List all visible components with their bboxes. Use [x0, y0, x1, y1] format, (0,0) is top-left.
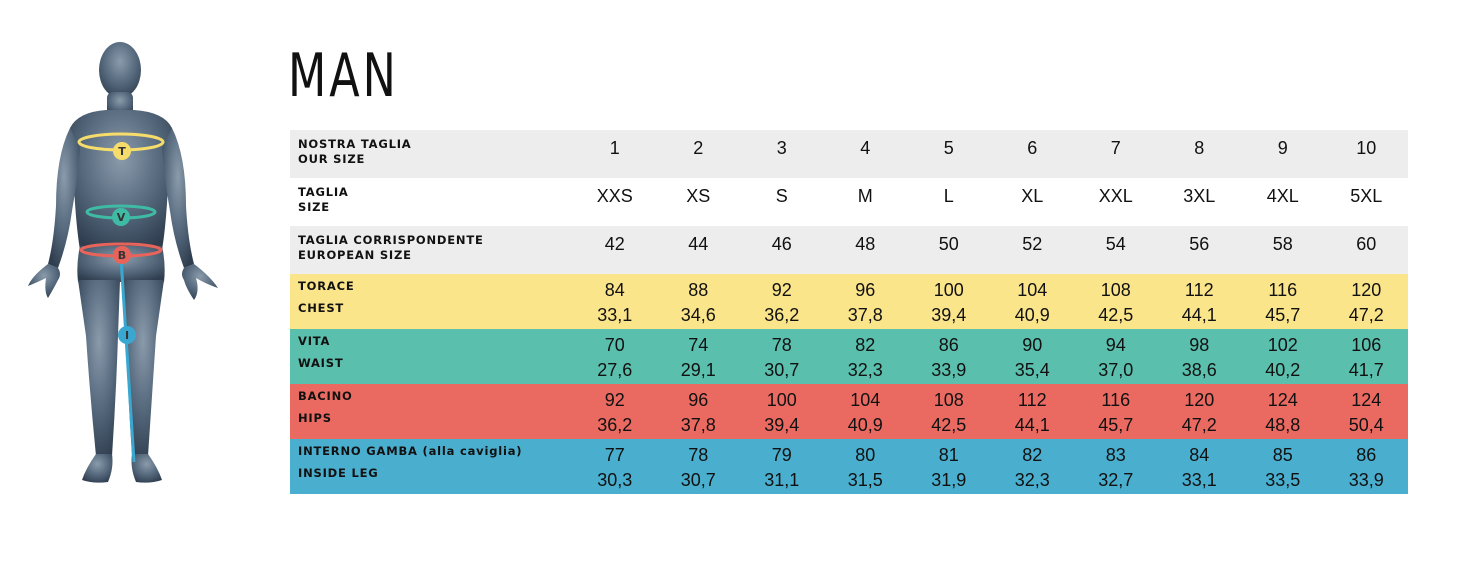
value: 8: [1194, 138, 1205, 158]
value-cm: 77: [604, 445, 625, 465]
value-inch: 42,5: [931, 415, 967, 435]
size-cell: [1325, 226, 1409, 274]
row-size: [290, 178, 1408, 226]
size-cell: [907, 439, 991, 494]
value-cm: 104: [1017, 280, 1048, 300]
row-waist: [290, 329, 1408, 384]
size-cell: [573, 384, 657, 439]
label-english: INSIDE LEG: [298, 466, 379, 480]
value: 46: [771, 234, 792, 254]
row-label: [290, 178, 573, 226]
size-cell: [573, 178, 657, 226]
waist-marker: [112, 208, 130, 226]
size-cell: [1074, 178, 1158, 226]
value: 9: [1277, 138, 1288, 158]
row-hips: [290, 384, 1408, 439]
value-cm: 78: [771, 335, 792, 355]
size-cell: [1325, 329, 1409, 384]
size-cell: [1325, 274, 1409, 329]
value-inch: 41,7: [1348, 360, 1384, 380]
row-label: [290, 439, 573, 494]
value-inch: 34,6: [680, 305, 716, 325]
size-cell: [824, 274, 908, 329]
size-cell: [573, 226, 657, 274]
size-cell: [907, 329, 991, 384]
value-inch: 37,8: [680, 415, 716, 435]
size-cell: [740, 130, 824, 178]
size-cell: [657, 439, 741, 494]
size-cell: [991, 329, 1075, 384]
size-cell: [1074, 439, 1158, 494]
row-label: [290, 130, 573, 178]
label-english: SIZE: [298, 200, 330, 214]
value: 52: [1022, 234, 1043, 254]
value-inch: 30,7: [680, 470, 716, 490]
value-inch: 39,4: [931, 305, 967, 325]
value-inch: 36,2: [597, 415, 633, 435]
svg-text:T: T: [118, 145, 126, 158]
value-cm: 100: [766, 390, 797, 410]
label-english: WAIST: [298, 356, 344, 370]
value-cm: 96: [855, 280, 876, 300]
size-cell: [573, 439, 657, 494]
value-cm: 108: [933, 390, 964, 410]
value-cm: 78: [688, 445, 709, 465]
size-cell: [1241, 274, 1325, 329]
value: 56: [1189, 234, 1210, 254]
size-cell: [1074, 274, 1158, 329]
label-italian: VITA: [298, 334, 331, 348]
value-inch: 33,9: [931, 360, 967, 380]
value-cm: 120: [1184, 390, 1215, 410]
label-italian: INTERNO GAMBA (alla caviglia): [298, 444, 523, 458]
value-cm: 120: [1351, 280, 1382, 300]
row-our-size: [290, 130, 1408, 178]
body-measurement-figure: [18, 36, 228, 496]
value: 3: [776, 138, 787, 158]
chest-marker: [113, 142, 131, 160]
value-cm: 106: [1351, 335, 1382, 355]
value-inch: 35,4: [1014, 360, 1050, 380]
size-cell: [824, 439, 908, 494]
size-cell: [991, 130, 1075, 178]
value-cm: 74: [688, 335, 709, 355]
value-inch: 30,3: [597, 470, 633, 490]
value-inch: 45,7: [1098, 415, 1134, 435]
size-cell: [907, 130, 991, 178]
value-inch: 36,2: [764, 305, 800, 325]
size-cell: [1325, 439, 1409, 494]
value-inch: 50,4: [1348, 415, 1384, 435]
size-cell: [740, 329, 824, 384]
size-cell: [991, 226, 1075, 274]
size-cell: [740, 178, 824, 226]
value-inch: 30,7: [764, 360, 800, 380]
label-italian: TAGLIA: [298, 185, 349, 199]
value-inch: 33,5: [1265, 470, 1301, 490]
row-chest: [290, 274, 1408, 329]
label-italian: TAGLIA CORRISPONDENTE: [298, 233, 484, 247]
svg-text:I: I: [124, 329, 130, 342]
size-cell: [740, 439, 824, 494]
label-english: OUR SIZE: [298, 152, 366, 166]
value-cm: 94: [1105, 335, 1126, 355]
value: 4: [860, 138, 871, 158]
value: XS: [686, 186, 711, 206]
value-inch: 31,5: [847, 470, 883, 490]
value-cm: 84: [1189, 445, 1210, 465]
value-inch: 48,8: [1265, 415, 1301, 435]
value: XXL: [1098, 186, 1133, 206]
value: 60: [1356, 234, 1377, 254]
value-cm: 98: [1189, 335, 1210, 355]
size-cell: [1158, 226, 1242, 274]
value-inch: 38,6: [1181, 360, 1217, 380]
value: 5XL: [1350, 186, 1383, 206]
value-cm: 112: [1017, 390, 1047, 410]
value-cm: 86: [1356, 445, 1377, 465]
value-cm: 102: [1267, 335, 1298, 355]
size-cell: [1158, 130, 1242, 178]
size-cell: [1241, 384, 1325, 439]
size-cell: [1325, 178, 1409, 226]
row-label: [290, 274, 573, 329]
value: XXS: [596, 186, 633, 206]
value-cm: 116: [1268, 280, 1298, 300]
size-cell: [573, 274, 657, 329]
value: 1: [609, 138, 620, 158]
value: 5: [943, 138, 954, 158]
value: L: [943, 186, 954, 206]
value-cm: 124: [1351, 390, 1382, 410]
value: 44: [688, 234, 709, 254]
size-cell: [740, 274, 824, 329]
row-inside-leg: [290, 439, 1408, 494]
size-cell: [824, 329, 908, 384]
size-cell: [657, 226, 741, 274]
value-inch: 31,1: [764, 470, 800, 490]
value-inch: 39,4: [764, 415, 800, 435]
size-cell: [907, 178, 991, 226]
svg-text:V: V: [116, 211, 126, 224]
size-cell: [1158, 384, 1242, 439]
size-cell: [657, 384, 741, 439]
size-cell: [657, 178, 741, 226]
value-cm: 82: [1022, 445, 1043, 465]
value-cm: 88: [688, 280, 709, 300]
value-inch: 31,9: [931, 470, 967, 490]
size-cell: [573, 329, 657, 384]
value-inch: 32,3: [847, 360, 883, 380]
value-cm: 84: [604, 280, 625, 300]
size-cell: [1325, 384, 1409, 439]
size-cell: [1241, 329, 1325, 384]
size-cell: [1074, 329, 1158, 384]
value-inch: 29,1: [680, 360, 716, 380]
size-cell: [991, 439, 1075, 494]
value: 6: [1027, 138, 1038, 158]
label-english: EUROPEAN SIZE: [298, 248, 412, 262]
size-cell: [1325, 130, 1409, 178]
value: 10: [1356, 138, 1377, 158]
label-english: HIPS: [298, 411, 332, 425]
row-label: [290, 226, 573, 274]
value-cm: 100: [933, 280, 964, 300]
size-cell: [1158, 274, 1242, 329]
page-title: MAN: [288, 41, 399, 111]
label-english: CHEST: [298, 301, 345, 315]
size-chart-table: [290, 130, 1408, 494]
value-inch: 27,6: [597, 360, 633, 380]
value-cm: 70: [604, 335, 625, 355]
value-inch: 33,9: [1348, 470, 1384, 490]
value-inch: 33,1: [1181, 470, 1217, 490]
row-label: [290, 384, 573, 439]
size-cell: [1241, 439, 1325, 494]
size-cell: [1241, 130, 1325, 178]
size-chart-body: [290, 130, 1408, 494]
size-cell: [907, 226, 991, 274]
size-cell: [740, 384, 824, 439]
size-cell: [991, 384, 1075, 439]
size-cell: [1074, 226, 1158, 274]
value-cm: 116: [1101, 390, 1131, 410]
size-cell: [1074, 384, 1158, 439]
size-cell: [657, 130, 741, 178]
value-inch: 40,2: [1265, 360, 1301, 380]
value-cm: 96: [688, 390, 709, 410]
size-cell: [740, 226, 824, 274]
value-inch: 40,9: [847, 415, 883, 435]
value: 48: [855, 234, 876, 254]
size-cell: [824, 384, 908, 439]
size-cell: [907, 274, 991, 329]
size-cell: [657, 329, 741, 384]
size-cell: [991, 178, 1075, 226]
value-cm: 92: [771, 280, 792, 300]
size-cell: [1158, 329, 1242, 384]
size-cell: [1241, 178, 1325, 226]
size-cell: [1074, 130, 1158, 178]
value-inch: 45,7: [1265, 305, 1301, 325]
value: 3XL: [1183, 186, 1216, 206]
size-cell: [991, 274, 1075, 329]
value-cm: 81: [938, 445, 959, 465]
value-inch: 40,9: [1014, 305, 1050, 325]
value-inch: 32,3: [1014, 470, 1050, 490]
value: S: [775, 186, 788, 206]
value: 58: [1272, 234, 1293, 254]
value-cm: 79: [771, 445, 792, 465]
hips-marker: [113, 246, 131, 264]
value-cm: 85: [1272, 445, 1293, 465]
value-inch: 42,5: [1098, 305, 1134, 325]
value-inch: 47,2: [1181, 415, 1217, 435]
value: 4XL: [1266, 186, 1299, 206]
value-cm: 86: [938, 335, 959, 355]
value-inch: 47,2: [1348, 305, 1384, 325]
value: 42: [604, 234, 625, 254]
value-inch: 44,1: [1014, 415, 1050, 435]
size-cell: [824, 130, 908, 178]
value-cm: 124: [1267, 390, 1298, 410]
label-italian: NOSTRA TAGLIA: [298, 137, 412, 151]
size-cell: [824, 226, 908, 274]
size-cell: [1158, 178, 1242, 226]
value: 7: [1110, 138, 1121, 158]
value-inch: 37,0: [1098, 360, 1134, 380]
value-inch: 33,1: [597, 305, 633, 325]
inside-leg-marker: [118, 326, 136, 344]
value: 50: [938, 234, 959, 254]
value-inch: 37,8: [847, 305, 883, 325]
size-cell: [907, 384, 991, 439]
svg-text:B: B: [117, 249, 127, 262]
value-cm: 80: [855, 445, 876, 465]
value: 54: [1105, 234, 1126, 254]
size-cell: [824, 178, 908, 226]
row-label: [290, 329, 573, 384]
size-cell: [1241, 226, 1325, 274]
value-cm: 90: [1022, 335, 1043, 355]
value-cm: 83: [1105, 445, 1126, 465]
label-italian: TORACE: [298, 279, 355, 293]
size-cell: [657, 274, 741, 329]
human-body-icon: [18, 36, 228, 496]
value-inch: 32,7: [1098, 470, 1134, 490]
value: XL: [1021, 186, 1044, 206]
size-cell: [573, 130, 657, 178]
size-cell: [1158, 439, 1242, 494]
value-cm: 108: [1100, 280, 1131, 300]
value: M: [857, 186, 873, 206]
label-italian: BACINO: [298, 389, 353, 403]
value-cm: 104: [850, 390, 881, 410]
value-cm: 112: [1184, 280, 1214, 300]
row-european-size: [290, 226, 1408, 274]
value-cm: 92: [604, 390, 625, 410]
value-cm: 82: [855, 335, 876, 355]
value: 2: [693, 138, 704, 158]
value-inch: 44,1: [1181, 305, 1217, 325]
